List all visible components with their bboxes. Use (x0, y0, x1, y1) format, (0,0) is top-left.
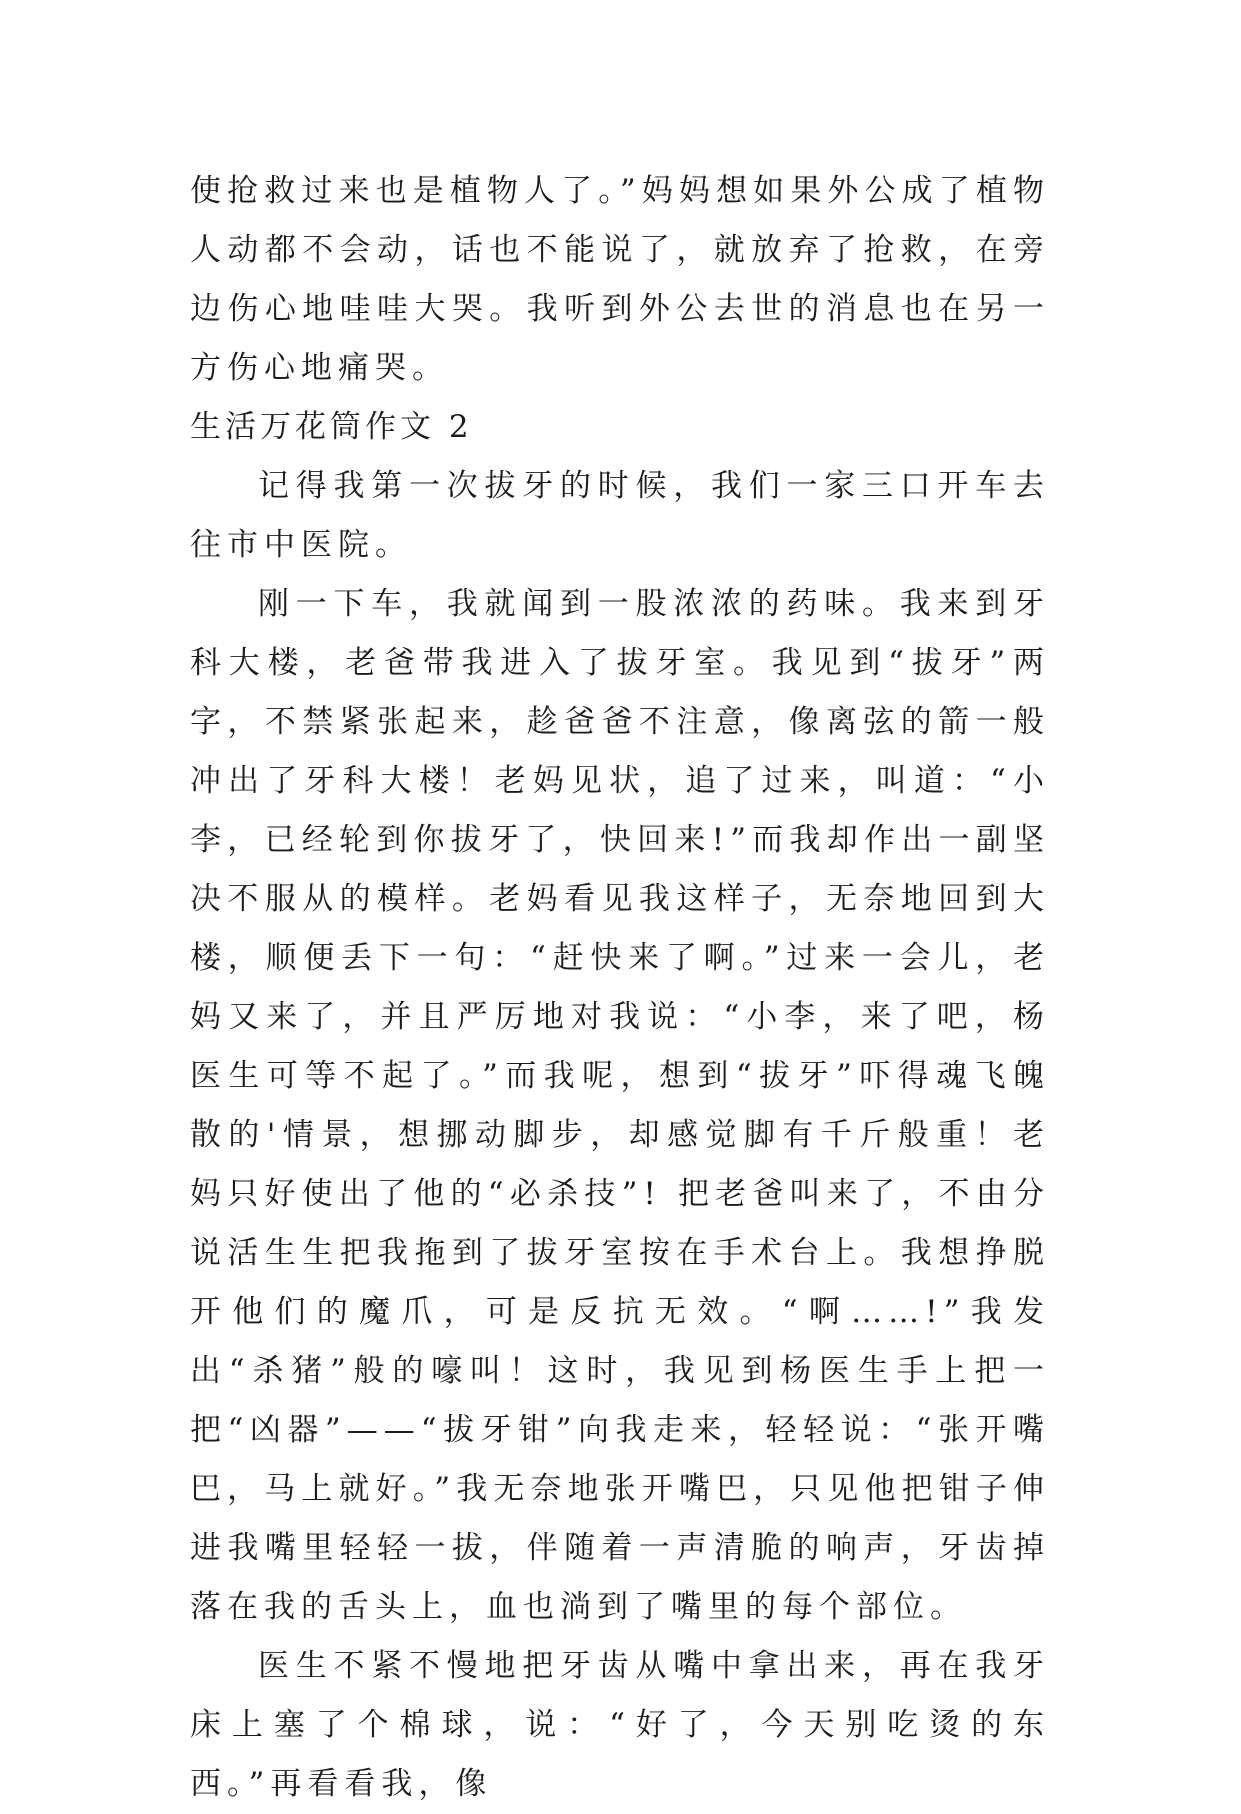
paragraph-continuation: 使抢救过来也是植物人了。”妈妈想如果外公成了植物人动都不会动，话也不能说了，就放弃了抢救，在旁边伤心地哇哇大哭。我听到外公去世的消息也在另一方伤心地痛哭。 (190, 173, 1050, 386)
document-body (190, 162, 1050, 1814)
paragraph: 医生不紧不慢地把牙齿从嘴中拿出来，再在我牙床上塞了个棉球，说：“好了，今天别吃烫的东西。”再看看我，像 (190, 1648, 1050, 1802)
paragraph: 记得我第一次拔牙的时候，我们一家三口开车去往市中医院。 (190, 468, 1050, 563)
section-title: 生活万花筒作文 2 (190, 409, 473, 445)
paragraph: 刚一下车，我就闻到一股浓浓的药味。我来到牙科大楼，老爸带我进入了拔牙室。我见到“拔牙”两字，不禁紧张起来，趁爸爸不注意，像离弦的箭一般冲出了牙科大楼！老妈见状，追了过来，叫道：“小李，已经轮到你拔牙了，快回来!”而我却作出一副坚决不服从的模样。老妈看见我这样子，无奈地回到大楼，顺便丢下一句：“赶快来了啊。”过来一会儿，老妈又来了，并且严厉地对我说：“小李，来了吧，杨医生可等不起了。”而我呢，想到“拔牙”吓得魂飞魄散的'情景，想挪动脚步，却感觉脚有千斤般重！老妈只好使出了他的“必杀技”! 把老爸叫来了，不由分说活生生把我拖到了拔牙室按在手术台上。我想挣脱开他们的魔爪，可是反抗无效。“啊……!”我发出“杀猪”般的嚎叫！这时，我见到杨医生手上把一把“凶器”——“拔牙钳”向我走来，轻轻说：“张开嘴巴，马上就好。”我无奈地张开嘴巴，只见他把钳子伸进我嘴里轻轻一拔，伴随着一声清脆的响声，牙齿掉落在我的舌头上，血也淌到了嘴里的每个部位。 (190, 586, 1050, 1625)
